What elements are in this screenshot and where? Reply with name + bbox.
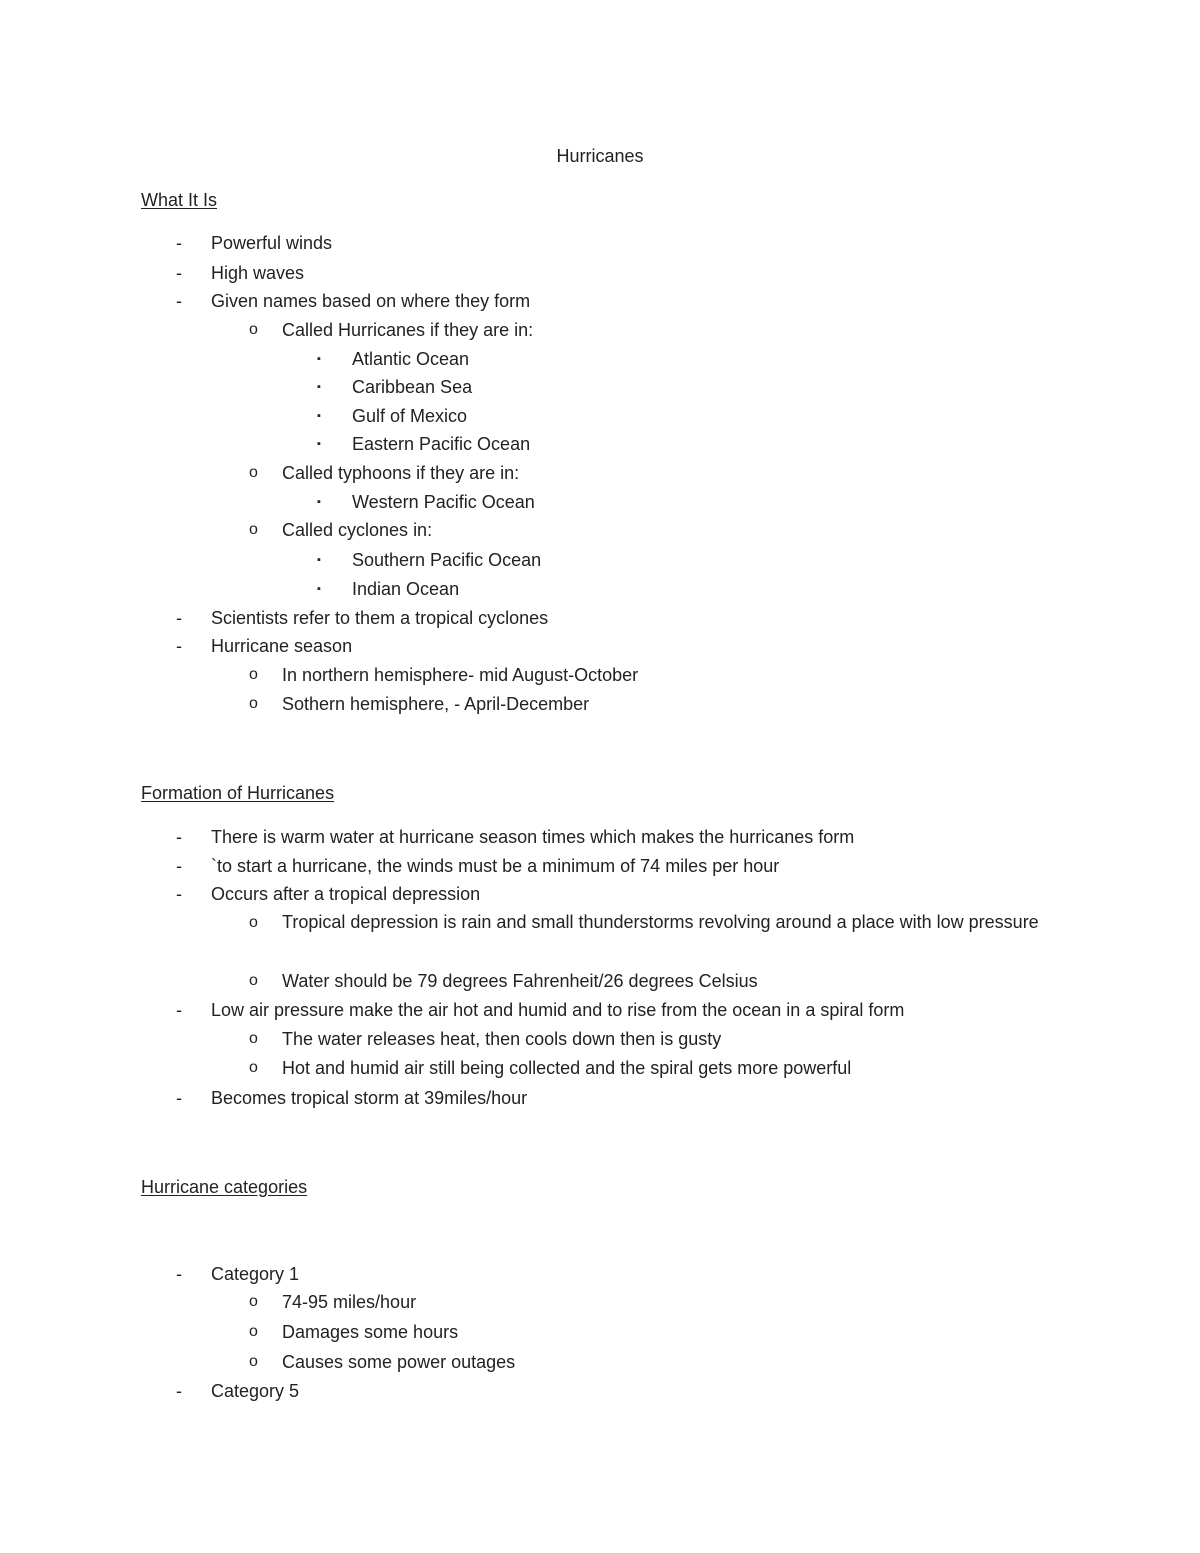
list-item: There is warm water at hurricane season times which makes the hurricanes form <box>211 827 855 847</box>
square-bullet: ▪ <box>317 554 321 566</box>
list-item: Category 5 <box>211 1381 300 1401</box>
circle-bullet: o <box>249 972 258 989</box>
dash-bullet: - <box>176 884 182 904</box>
list-item: Southern Pacific Ocean <box>352 550 542 570</box>
circle-bullet: o <box>249 521 258 538</box>
dash-bullet: - <box>176 233 182 253</box>
list-item: Eastern Pacific Ocean <box>352 434 531 454</box>
section-heading-categories: Hurricane categories <box>141 1177 308 1197</box>
list-item: Sothern hemisphere, - April-December <box>282 694 590 714</box>
list-item: Called Hurricanes if they are in: <box>282 320 534 340</box>
circle-bullet: o <box>249 914 258 931</box>
list-item: Causes some power outages <box>282 1352 516 1372</box>
circle-bullet: o <box>249 464 258 481</box>
list-item: Called typhoons if they are in: <box>282 463 520 483</box>
list-item: 74-95 miles/hour <box>282 1292 417 1312</box>
list-item: Damages some hours <box>282 1322 459 1342</box>
list-item: The water releases heat, then cools down then is gusty <box>282 1029 722 1049</box>
circle-bullet: o <box>249 1353 258 1370</box>
list-item: Water should be 79 degrees Fahrenheit/26 degrees Celsius <box>282 971 758 991</box>
section-heading-formation: Formation of Hurricanes <box>141 783 335 803</box>
square-bullet: ▪ <box>317 496 321 508</box>
list-item: Occurs after a tropical depression <box>211 884 481 904</box>
dash-bullet: - <box>176 608 182 628</box>
dash-bullet: - <box>176 263 182 283</box>
dash-bullet: - <box>176 827 182 847</box>
dash-bullet: - <box>176 636 182 656</box>
circle-bullet: o <box>249 695 258 712</box>
circle-bullet: o <box>249 1293 258 1310</box>
section-heading-what-it-is: What It Is <box>141 190 218 210</box>
list-item: Hot and humid air still being collected and the spiral gets more powerful <box>282 1058 852 1078</box>
list-item: Given names based on where they form <box>211 291 531 311</box>
list-item: Caribbean Sea <box>352 377 473 397</box>
list-item: Called cyclones in: <box>282 520 433 540</box>
square-bullet: ▪ <box>317 353 321 365</box>
list-item: Category 1 <box>211 1264 300 1284</box>
list-item: Gulf of Mexico <box>352 406 468 426</box>
square-bullet: ▪ <box>317 583 321 595</box>
square-bullet: ▪ <box>317 381 321 393</box>
circle-bullet: o <box>249 666 258 683</box>
list-item: Western Pacific Ocean <box>352 492 535 512</box>
list-item: Hurricane season <box>211 636 353 656</box>
list-item: `to start a hurricane, the winds must be a minimum of 74 miles per hour <box>211 856 780 876</box>
list-item: In northern hemisphere- mid August-October <box>282 665 639 685</box>
list-item: Atlantic Ocean <box>352 349 470 369</box>
circle-bullet: o <box>249 321 258 338</box>
document-title: Hurricanes <box>556 146 644 166</box>
dash-bullet: - <box>176 1088 182 1108</box>
circle-bullet: o <box>249 1059 258 1076</box>
square-bullet: ▪ <box>317 438 321 450</box>
list-item: Low air pressure make the air hot and humid and to rise from the ocean in a spiral form <box>211 1000 905 1020</box>
dash-bullet: - <box>176 291 182 311</box>
list-item: Becomes tropical storm at 39miles/hour <box>211 1088 528 1108</box>
square-bullet: ▪ <box>317 410 321 422</box>
list-item: Tropical depression is rain and small thunderstorms revolving around a place with low pressure <box>282 912 1039 932</box>
dash-bullet: - <box>176 1381 182 1401</box>
dash-bullet: - <box>176 1000 182 1020</box>
dash-bullet: - <box>176 1264 182 1284</box>
list-item: Indian Ocean <box>352 579 460 599</box>
circle-bullet: o <box>249 1323 258 1340</box>
dash-bullet: - <box>176 856 182 876</box>
list-item: Powerful winds <box>211 233 333 253</box>
circle-bullet: o <box>249 1030 258 1047</box>
list-item: High waves <box>211 263 305 283</box>
list-item: Scientists refer to them a tropical cyclones <box>211 608 549 628</box>
